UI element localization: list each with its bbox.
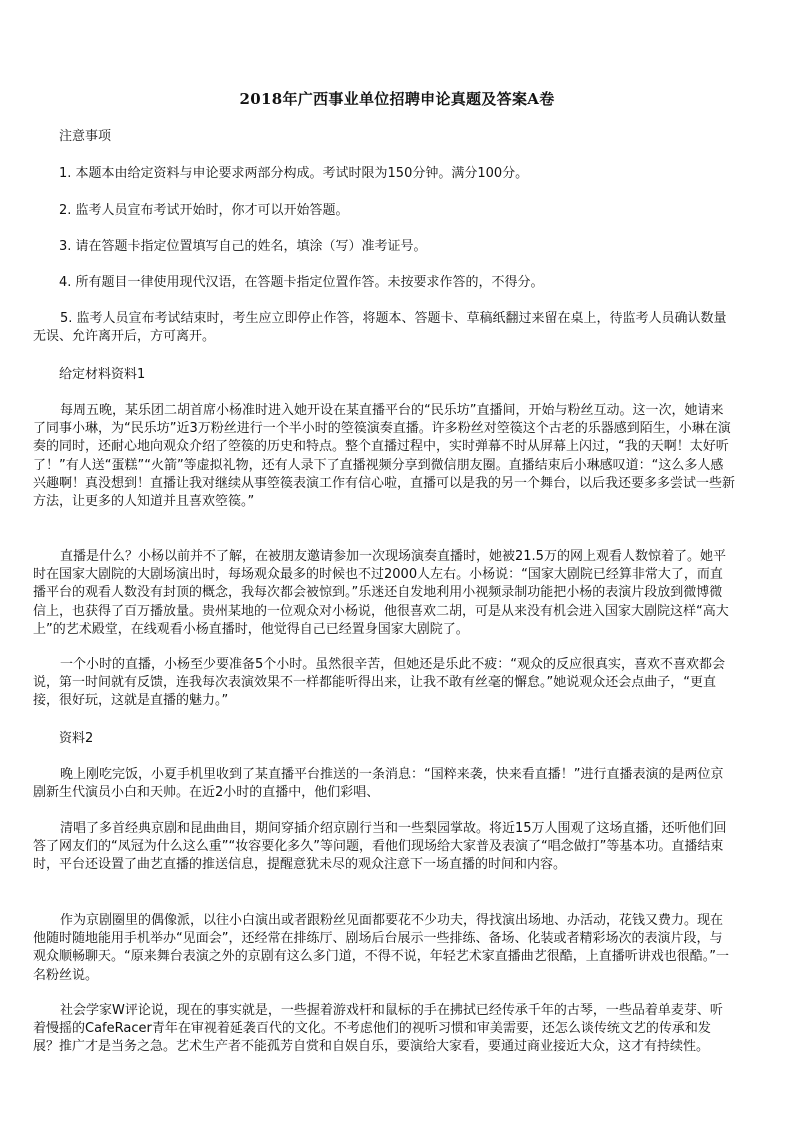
material2-paragraph-2: 清唱了多首经典京剧和昆曲曲目，期间穿插介绍京剧行当和一些梨园掌故。将近15万人围观了这场直播，还听他们回答了网友们的“凤冠为什么这么重”“妆容要化多久”等问题，看他们现场给大家普及表演了“唱念做打”等基本功。直播结束时，平台还设置了曲艺直播的推送信息，提醒意犹未尽的观众注意下一场直播的时间和内容。 (33, 821, 727, 873)
material2-paragraph-1: 晚上刚吃完饭，小夏手机里收到了某直播平台推送的一条消息：“国粹来袭，快来看直播！”进行直播表演的是两位京剧新生代演员小白和天帅。在近2小时的直播中，他们彩唱、 (33, 767, 724, 801)
notice-item-4: 4. 所有题目一律使用现代汉语，在答题卡指定位置作答。未按要求作答的，不得分。 (59, 275, 544, 290)
material1-paragraph-1: 每周五晚，某乐团二胡首席小杨准时进入她开设在某直播平台的“民乐坊”直播间，开始与粉丝互动。这一次，她请来了同事小琳，为“民乐坊”近3万粉丝进行一个半小时的箜篌演奏直播。许多粉丝对箜篌这个古老的乐器感到陌生，小琳在演奏的同时，还耐心地向观众介绍了箜篌的历史和特点。整个直播过程中，实时弹幕不时从屏幕上闪过，“我的天啊！太好听了！”有人送“蛋糕”“火箭”等虚拟礼物，还有人录下了直播视频分享到微信朋友圈。直播结束后小琳感叹道：“这么多人感兴趣啊！真没想到！直播让我对继续从事箜篌表演工作有信心啦，直播可以是我的另一个舞台，以后我还要多多尝试一些新方法，让更多的人知道并且喜欢箜篌。” (33, 403, 736, 510)
material2-heading: 资料2 (59, 731, 94, 746)
material1-paragraph-3: 一个小时的直播，小杨至少要准备5个小时。虽然很辛苦，但她还是乐此不疲：“观众的反应很真实，喜欢不喜欢都会说，第一时间就有反馈，连我每次表演效果不一样都能听得出来，让我不敢有丝毫的懈怠。”她说观众还会点曲子，“更直接，很好玩，这就是直播的魅力。” (33, 657, 726, 709)
material2-paragraph-3: 作为京剧圈里的偶像派，以往小白演出或者跟粉丝见面都要花不少功夫，得找演出场地、办活动，花钱又费力。现在他随时随地能用手机举办“见面会”，还经常在排练厅、剧场后台展示一些排练、备场、化装或者精彩场次的表演片段，与观众顺畅聊天。“原来舞台表演之外的京剧有这么多门道，不得不说，年轻艺术家直播曲艺很酷，上直播听讲戏也很酷。”一名粉丝说。 (33, 913, 729, 983)
notice-heading: 注意事项 (59, 129, 112, 144)
material2-paragraph-4: 社会学家W评论说，现在的事实就是，一些握着游戏杆和鼠标的手在拂拭已经传承千年的古琴，一些品着单麦芽、听着慢摇的CafeRacer青年在审视着延袭百代的文化。不考虑他们的视听习惯和审美需要，还怎么谈传统文艺的传承和发展？推广才是当务之急。艺术生产者不能孤芳自赏和自娱自乐，要演给大家看，要通过商业接近大众，这才有持续性。 (33, 1003, 723, 1055)
notice-item-5: 5. 监考人员宣布考试结束时，考生应立即停止作答，将题本、答题卡、草稿纸翻过来留在桌上，待监考人员确认数量无误、允许离开后，方可离开。 (33, 311, 727, 345)
notice-item-3: 3. 请在答题卡指定位置填写自己的姓名，填涂（写）准考证号。 (59, 239, 427, 254)
material1-paragraph-2: 直播是什么？小杨以前并不了解，在被朋友邀请参加一次现场演奏直播时，她被21.5万的网上观看人数惊着了。她平时在国家大剧院的大剧场演出时，每场观众最多的时候也不过2000人左右。小杨说：“国家大剧院已经算非常大了，而直播平台的观看人数没有封顶的概念，我每次都会被惊到。”乐迷还自发地利用小视频录制功能把小杨的表演片段放到微博微信上，也获得了百万播放量。贵州某地的一位观众对小杨说，他很喜欢二胡，可是从来没有机会进入国家大剧院这样“高大上”的艺术殿堂，在线观看小杨直播时，他觉得自己已经置身国家大剧院了。 (33, 549, 729, 637)
notice-item-2: 2. 监考人员宣布考试开始时，你才可以开始答题。 (59, 203, 349, 218)
material1-heading: 给定材料资料1 (59, 367, 146, 382)
notice-item-1: 1. 本题本由给定资料与申论要求两部分构成。考试时限为150分钟。满分100分。 (59, 166, 529, 181)
document-title: 2018年广西事业单位招聘申论真题及答案A卷 (239, 90, 555, 108)
